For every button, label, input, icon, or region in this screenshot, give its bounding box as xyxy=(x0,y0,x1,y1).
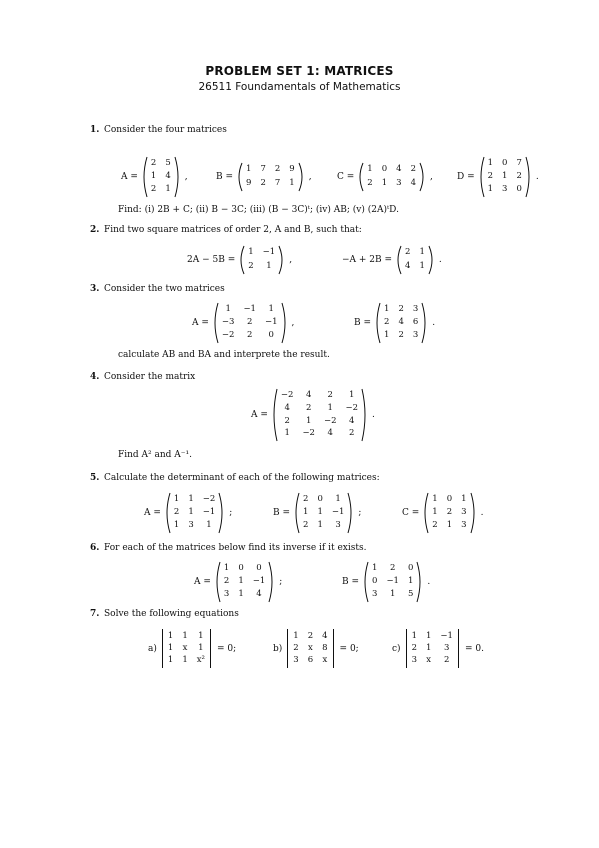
problem-1-intro xyxy=(90,125,227,135)
matrix-entry: 0 xyxy=(268,330,274,340)
matrix-entry: x xyxy=(426,655,432,665)
matrix-entry: 1 xyxy=(372,563,378,573)
matrix-entry: 2 xyxy=(150,184,157,194)
matrix-entry: 2 xyxy=(384,317,390,327)
matrix-entry: 1 xyxy=(432,507,438,517)
matrix-entry: 3 xyxy=(412,330,419,340)
matrix-entry: 1 xyxy=(305,415,312,426)
matrix-entry: 4 xyxy=(398,317,404,327)
matrix-entry: 1 xyxy=(381,177,388,188)
matrix-label: B = xyxy=(342,577,360,587)
matrix-A-p5 xyxy=(144,492,232,534)
matrix-entry: 2 xyxy=(443,655,450,665)
matrix-punctuation: , xyxy=(429,172,433,182)
matrix-C-p5 xyxy=(402,492,483,534)
matrix-entry: 1 xyxy=(487,184,494,194)
matrix-entry: −1 xyxy=(243,304,256,314)
matrix-A-p3 xyxy=(192,302,294,344)
matrix-entry: 8 xyxy=(322,643,328,653)
matrix-entry: 1 xyxy=(182,631,188,641)
matrix-A-p1 xyxy=(121,156,188,198)
matrix-punctuation: ; xyxy=(279,577,283,587)
matrix-entry: 2 xyxy=(307,631,314,641)
matrix-entry: 5 xyxy=(165,158,171,168)
matrix-entry: x xyxy=(322,655,328,665)
problem-7-intro xyxy=(90,609,239,619)
matrix-entry: 4 xyxy=(396,164,402,174)
matrix-punctuation: , xyxy=(289,255,293,265)
matrix-body xyxy=(422,492,476,534)
matrix-punctuation: . xyxy=(427,577,431,587)
matrix-B-p3 xyxy=(354,302,435,344)
matrix-body xyxy=(395,245,435,275)
matrix-label: −A + 2B = xyxy=(342,255,393,265)
matrix-entry: 1 xyxy=(487,158,494,168)
matrix-punctuation: . xyxy=(432,318,436,328)
matrix-entry: 1 xyxy=(407,576,414,586)
matrix-entry: −2 xyxy=(323,415,337,426)
matrix-entry: 3 xyxy=(223,589,230,599)
matrix-entry: 1 xyxy=(293,631,299,641)
matrix-entry: 4 xyxy=(405,260,411,271)
matrix-punctuation: . xyxy=(535,172,539,182)
matrix-entry: 1 xyxy=(446,520,453,530)
matrix-entry: 5 xyxy=(407,589,414,599)
matrix-entry: 3 xyxy=(335,520,341,530)
matrix-entry: 2 xyxy=(487,171,494,181)
matrix-entry: 0 xyxy=(516,184,522,194)
matrix-punctuation: . xyxy=(438,255,442,265)
matrix-entry: 3 xyxy=(412,304,419,314)
matrix-entry: 2 xyxy=(327,390,333,400)
matrix-entry: 3 xyxy=(372,589,378,599)
matrix-entry: 1 xyxy=(502,171,508,181)
matrix-punctuation: ; xyxy=(229,508,233,518)
matrix-entry: 3 xyxy=(443,643,450,653)
matrix-entry: 1 xyxy=(335,494,341,504)
matrix-entry: −2 xyxy=(280,390,294,400)
problem-text: Consider the four matrices xyxy=(104,125,227,135)
matrix-entry: 2 xyxy=(389,563,396,573)
matrix-entry: −2 xyxy=(202,494,216,504)
determinant-body xyxy=(285,629,335,668)
matrix-entry: −3 xyxy=(221,317,235,327)
matrix-entry: 1 xyxy=(384,304,390,314)
matrix-entry: 1 xyxy=(389,589,396,599)
problem-number: 4. xyxy=(90,372,100,382)
matrix-entry: 1 xyxy=(367,164,373,174)
problem-4-intro xyxy=(90,372,195,382)
matrix-entry: −1 xyxy=(202,507,216,517)
matrix-B-p5 xyxy=(273,492,361,534)
matrix-entry: 1 xyxy=(432,494,438,504)
matrix-entry: 2 xyxy=(410,164,416,174)
matrix-entry: 2 xyxy=(173,507,180,517)
determinant-c xyxy=(392,629,484,668)
matrix-entry: 1 xyxy=(167,643,174,653)
matrix-punctuation: , xyxy=(308,172,312,182)
problem-number: 5. xyxy=(90,473,100,483)
matrix-body xyxy=(357,162,426,192)
matrix-entry: 4 xyxy=(327,428,333,439)
matrix-entry: −1 xyxy=(331,507,345,517)
matrix-entry: 1 xyxy=(425,643,432,653)
matrix-entry: 0 xyxy=(256,563,262,573)
matrix-entry: 1 xyxy=(150,171,157,181)
matrix-body xyxy=(214,561,275,603)
matrix-entry: 1 xyxy=(349,390,355,400)
problem-6-intro xyxy=(90,543,366,553)
matrix-body xyxy=(164,492,225,534)
matrix-D-p1 xyxy=(457,156,539,198)
matrix-entry: 1 xyxy=(198,643,204,653)
matrix-entry: 0 xyxy=(502,158,508,168)
matrix-punctuation: . xyxy=(480,508,484,518)
matrix-entry: 3 xyxy=(461,507,467,517)
matrix-entry: −2 xyxy=(221,330,235,340)
problem-3-followup: calculate AB and BA and interprete the result. xyxy=(118,350,330,360)
determinant-equals: = 0; xyxy=(216,643,237,654)
matrix-punctuation: ; xyxy=(358,508,362,518)
problem-text: Solve the following equations xyxy=(104,609,239,619)
matrix-entry: 3 xyxy=(411,655,417,665)
matrix-entry: 1 xyxy=(206,520,212,530)
matrix-entry: 1 xyxy=(284,428,290,439)
matrix-label: 2A − 5B = xyxy=(187,255,236,265)
matrix-entry: 2 xyxy=(305,402,312,413)
matrix-entry: 6 xyxy=(307,655,314,665)
determinant-label: a) xyxy=(148,643,157,654)
matrix-entry: 1 xyxy=(246,164,252,174)
matrix-entry: 2 xyxy=(516,171,522,181)
matrix-punctuation: , xyxy=(184,172,188,182)
matrix-entry: 1 xyxy=(225,304,231,314)
problem-text: Calculate the determinant of each of the following matrices: xyxy=(104,473,380,483)
matrix-entry: 2 xyxy=(248,260,254,271)
matrix-label: A = xyxy=(121,172,138,182)
matrix-entry: −1 xyxy=(264,317,278,327)
matrix-entry: 1 xyxy=(167,631,174,641)
matrix-entry: 4 xyxy=(284,402,290,413)
matrix-entry: 7 xyxy=(260,164,266,174)
matrix-punctuation: . xyxy=(372,410,375,420)
matrix-entry: 1 xyxy=(248,247,254,257)
matrix-C-p1 xyxy=(337,162,433,192)
matrix-entry: 2 xyxy=(411,643,417,653)
matrix-body xyxy=(374,302,428,344)
matrix-entry: 1 xyxy=(411,631,417,641)
page-subtitle: 26511 Foundamentals of Mathematics xyxy=(198,81,401,93)
matrix-entry: 1 xyxy=(268,304,274,314)
matrix-entry: 2 xyxy=(260,177,266,188)
determinant-body xyxy=(404,629,461,668)
matrix-entry: 1 xyxy=(165,184,171,194)
matrix-entry: 2 xyxy=(150,158,157,168)
matrix-entry: −1 xyxy=(386,576,399,586)
matrix-entry: 2 xyxy=(246,330,253,340)
matrix-entry: −1 xyxy=(262,247,276,257)
matrix-entry: 1 xyxy=(425,631,432,641)
determinant-equals: = 0; xyxy=(339,643,359,654)
matrix-entry: 1 xyxy=(419,247,425,257)
matrix-entry: 1 xyxy=(266,260,272,271)
matrix-entry: 2 xyxy=(274,164,281,174)
matrix-entry: 9 xyxy=(289,164,295,174)
matrix-entry: 9 xyxy=(246,177,252,188)
matrix-entry: 2 xyxy=(398,330,404,340)
matrix-entry: −2 xyxy=(345,402,359,413)
matrix-label: A = xyxy=(192,318,209,328)
matrix-body xyxy=(271,388,368,442)
problem-number: 2. xyxy=(90,225,100,235)
matrix-entry: 6 xyxy=(412,317,419,327)
problem-number: 7. xyxy=(90,609,100,619)
matrix-entry: 2 xyxy=(223,576,230,586)
problem-text: For each of the matrices below find its inverse if it exists. xyxy=(104,543,367,553)
matrix-entry: 2 xyxy=(432,520,438,530)
matrix-entry: 2 xyxy=(246,317,253,327)
matrix-label: D = xyxy=(457,172,475,182)
matrix-entry: −1 xyxy=(440,631,453,641)
matrix-entry: 1 xyxy=(384,330,390,340)
matrix-label: A = xyxy=(144,508,161,518)
problem-text: Find two square matrices of order 2, A and B, such that: xyxy=(104,225,362,235)
matrix-entry: 0 xyxy=(372,576,378,586)
matrix-label: C = xyxy=(337,172,355,182)
matrix-entry: 3 xyxy=(188,520,194,530)
matrix-entry: 2 xyxy=(446,507,453,517)
problem-5-intro xyxy=(90,473,380,483)
matrix-entry: 4 xyxy=(410,177,416,188)
matrix-entry: 1 xyxy=(289,177,295,188)
problem-number: 3. xyxy=(90,284,100,294)
matrix-entry: 4 xyxy=(322,631,328,641)
matrix-entry: 0 xyxy=(381,164,388,174)
matrix-entry: 3 xyxy=(502,184,508,194)
matrix-entry: 2 xyxy=(303,520,309,530)
determinant-label: c) xyxy=(392,643,401,654)
matrix-entry: 1 xyxy=(327,402,333,413)
matrix-entry: 2 xyxy=(367,177,373,188)
matrix-body xyxy=(212,302,288,344)
matrix-label: B = xyxy=(216,172,234,182)
matrix-entry: 2 xyxy=(349,428,355,439)
matrix-entry: 4 xyxy=(305,390,312,400)
matrix-A-p4 xyxy=(251,388,375,442)
matrix-entry: 1 xyxy=(188,507,194,517)
matrix-entry: x² xyxy=(196,655,205,665)
matrix-entry: 1 xyxy=(303,507,309,517)
matrix-entry: 1 xyxy=(419,260,425,271)
matrix-entry: 2 xyxy=(284,415,290,426)
matrix-entry: 4 xyxy=(165,171,171,181)
equation-2b xyxy=(342,245,442,275)
problem-text: Consider the two matrices xyxy=(104,284,225,294)
matrix-entry: 3 xyxy=(396,177,402,188)
matrix-entry: 2 xyxy=(405,247,411,257)
matrix-entry: −1 xyxy=(252,576,266,586)
matrix-label: B = xyxy=(354,318,372,328)
matrix-label: C = xyxy=(402,508,420,518)
determinant-equals: = 0. xyxy=(464,643,484,654)
matrix-entry: 1 xyxy=(173,520,180,530)
determinant-a xyxy=(148,629,236,668)
problem-number: 1. xyxy=(90,125,100,135)
determinant-b xyxy=(273,629,359,668)
matrix-entry: 1 xyxy=(238,576,244,586)
matrix-A-p6 xyxy=(194,561,282,603)
determinant-label: b) xyxy=(273,643,283,654)
matrix-entry: 4 xyxy=(349,415,355,426)
matrix-entry: 2 xyxy=(293,643,299,653)
matrix-entry: 7 xyxy=(516,158,522,168)
problem-1-find: Find: (i) 2B + C; (ii) B − 3C; (iii) (B − 3C)ᵗ; (iv) AB; (v) (2A)ᵗD. xyxy=(118,205,399,215)
matrix-entry: 1 xyxy=(317,507,323,517)
matrix-entry: 1 xyxy=(198,631,204,641)
matrix-entry: x xyxy=(308,643,313,653)
matrix-entry: 1 xyxy=(182,655,188,665)
matrix-entry: 3 xyxy=(461,520,467,530)
equation-2a xyxy=(187,245,292,275)
matrix-entry: 7 xyxy=(274,177,281,188)
determinant-body xyxy=(160,629,213,668)
matrix-label: B = xyxy=(273,508,291,518)
matrix-entry: 0 xyxy=(407,563,414,573)
matrix-B-p1 xyxy=(216,162,312,192)
matrix-entry: 1 xyxy=(461,494,467,504)
matrix-entry: 0 xyxy=(238,563,244,573)
matrix-entry: 2 xyxy=(398,304,404,314)
matrix-entry: 1 xyxy=(223,563,230,573)
matrix-punctuation: , xyxy=(291,318,295,328)
matrix-body xyxy=(478,156,532,198)
page-title: PROBLEM SET 1: MATRICES xyxy=(205,64,394,78)
matrix-entry: 1 xyxy=(173,494,180,504)
matrix-body xyxy=(238,245,285,275)
matrix-entry: 2 xyxy=(303,494,309,504)
matrix-body xyxy=(236,162,305,192)
matrix-entry: 0 xyxy=(317,494,323,504)
matrix-entry: 1 xyxy=(188,494,194,504)
matrix-entry: −2 xyxy=(302,428,315,439)
problem-3-intro xyxy=(90,284,225,294)
matrix-entry: 3 xyxy=(293,655,299,665)
matrix-entry: 1 xyxy=(167,655,174,665)
matrix-body xyxy=(293,492,354,534)
matrix-body xyxy=(141,156,181,198)
matrix-entry: 0 xyxy=(446,494,453,504)
problem-4-followup: Find A² and A⁻¹. xyxy=(118,450,193,460)
problem-text: Consider the matrix xyxy=(104,372,196,382)
matrix-body xyxy=(362,561,423,603)
matrix-label: A = xyxy=(194,577,211,587)
problem-2-intro xyxy=(90,225,362,235)
matrix-entry: 1 xyxy=(238,589,244,599)
matrix-B-p6 xyxy=(342,561,430,603)
problem-number: 6. xyxy=(90,543,100,553)
matrix-label: A = xyxy=(251,410,268,420)
matrix-entry: x xyxy=(182,643,188,653)
matrix-entry: 4 xyxy=(256,589,262,599)
matrix-entry: 1 xyxy=(317,520,323,530)
